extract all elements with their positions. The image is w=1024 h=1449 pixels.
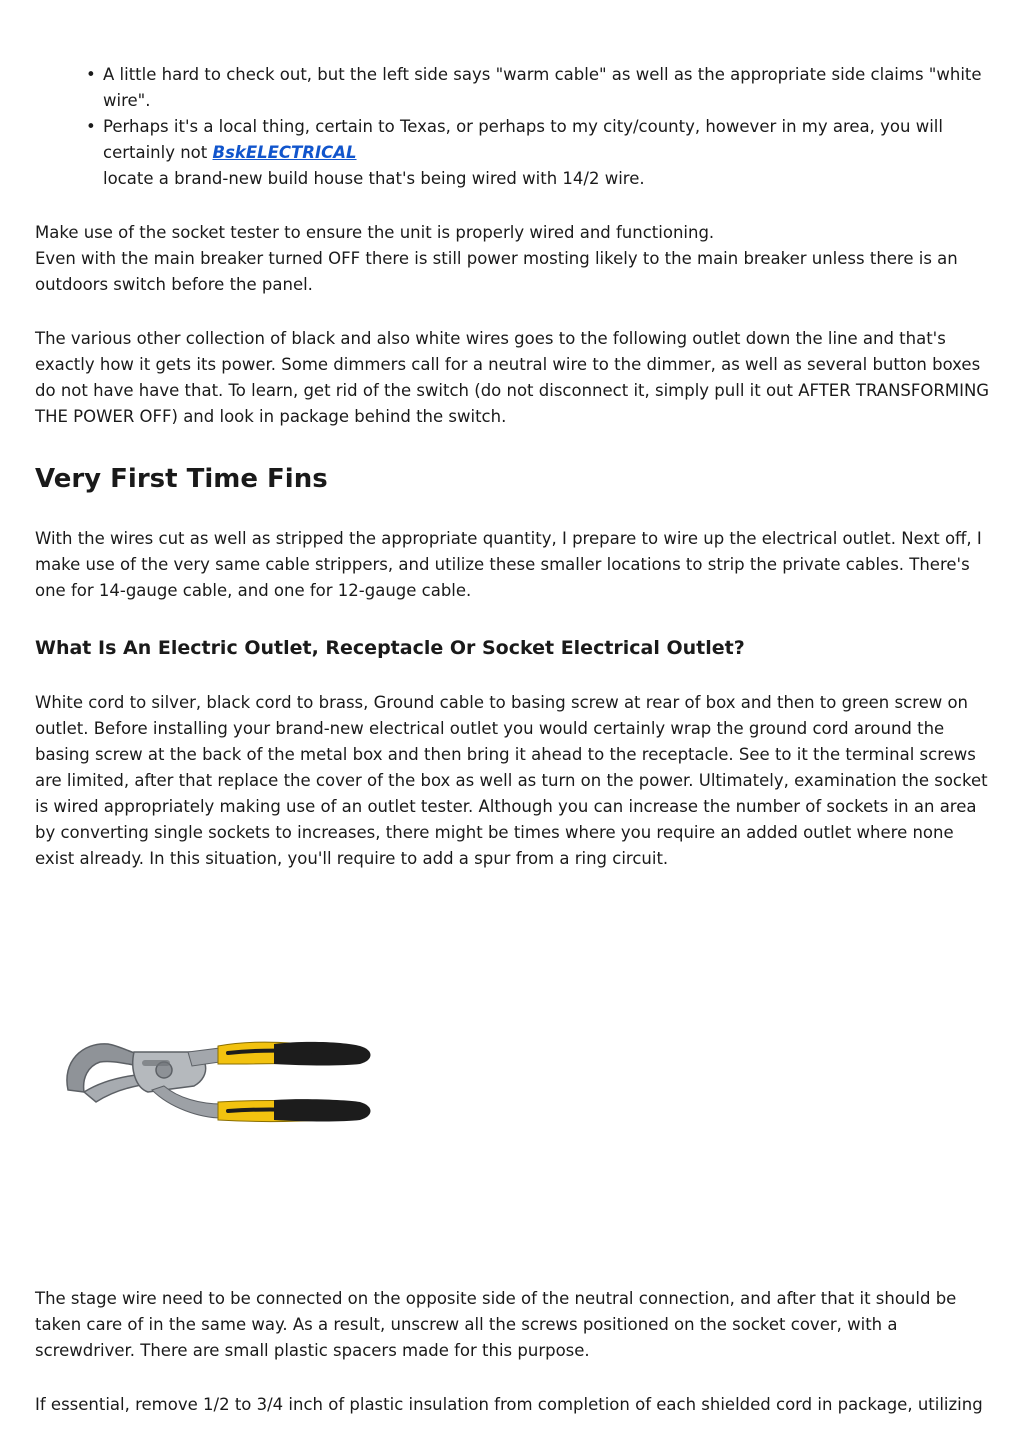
paragraph-wires: The various other collection of black and also white wires goes to the following outlet down the line and that's exactly how it gets its power. Some dimmers call for a neutral wire to the dimmer, as well as several button boxes do not have have that. To learn, get rid of the switch (do not disconnect it, simply pull it out AFTER TRANSFORMING THE POWER OFF) and look in package behind the switch.	[35, 329, 990, 426]
bskelectrical-link[interactable]: BskELECTRICAL	[212, 143, 357, 162]
list-item	[86, 114, 993, 192]
section-heading: Very First Time Fins	[35, 464, 328, 494]
document-page	[35, 62, 993, 1418]
pliers-icon	[60, 1022, 390, 1132]
paragraph-insulation: If essential, remove 1/2 to 3/4 inch of plastic insulation from completion of each shielded cord in package, utilizing	[35, 1395, 983, 1414]
bullet-text: Perhaps it's a local thing, certain to Texas, or perhaps to my city/county, however in my area, you will certainly not	[103, 117, 943, 162]
paragraph-socket-tester	[35, 220, 993, 298]
bullet-list	[86, 62, 993, 192]
paragraph-line: Make use of the socket tester to ensure the unit is properly wired and functioning.	[35, 223, 715, 242]
subsection-heading: What Is An Electric Outlet, Receptacle Or Socket Electrical Outlet?	[35, 637, 745, 659]
paragraph-fins: With the wires cut as well as stripped the appropriate quantity, I prepare to wire up the electrical outlet. Next off, I make use of the very same cable strippers, and utilize these smaller locations to strip the private cables. There's one for 14-gauge cable, and one for 12-gauge cable.	[35, 529, 982, 600]
list-item	[86, 62, 993, 114]
bullet-text: A little hard to check out, but the left side says "warm cable" as well as the appropriate side claims "white wire".	[103, 65, 982, 110]
paragraph-line: Even with the main breaker turned OFF there is still power mosting likely to the main breaker unless there is an outdoors switch before the panel.	[35, 249, 958, 294]
bullet-text-continued: locate a brand-new build house that's being wired with 14/2 wire.	[103, 169, 645, 188]
paragraph-outlet: White cord to silver, black cord to brass, Ground cable to basing screw at rear of box and then to green screw on outlet. Before installing your brand-new electrical outlet you would certainly wrap the ground cord around the basing screw at the back of the metal box and then bring it ahead to the receptacle. See to it the terminal screws are limited, after that replace the cover of the box as well as turn on the power. Ultimately, examination the socket is wired appropriately making use of an outlet tester. Although you can increase the number of sockets in an area by converting single sockets to increases, there might be times where you require an added outlet where none exist already. In this situation, you'll require to add a spur from a ring circuit.	[35, 693, 988, 868]
paragraph-stage-wire: The stage wire need to be connected on the opposite side of the neutral connection, and after that it should be taken care of in the same way. As a result, unscrew all the screws positioned on the socket cover, with a screwdriver. There are small plastic spacers made for this purpose.	[35, 1289, 957, 1360]
pliers-image	[35, 882, 993, 1286]
